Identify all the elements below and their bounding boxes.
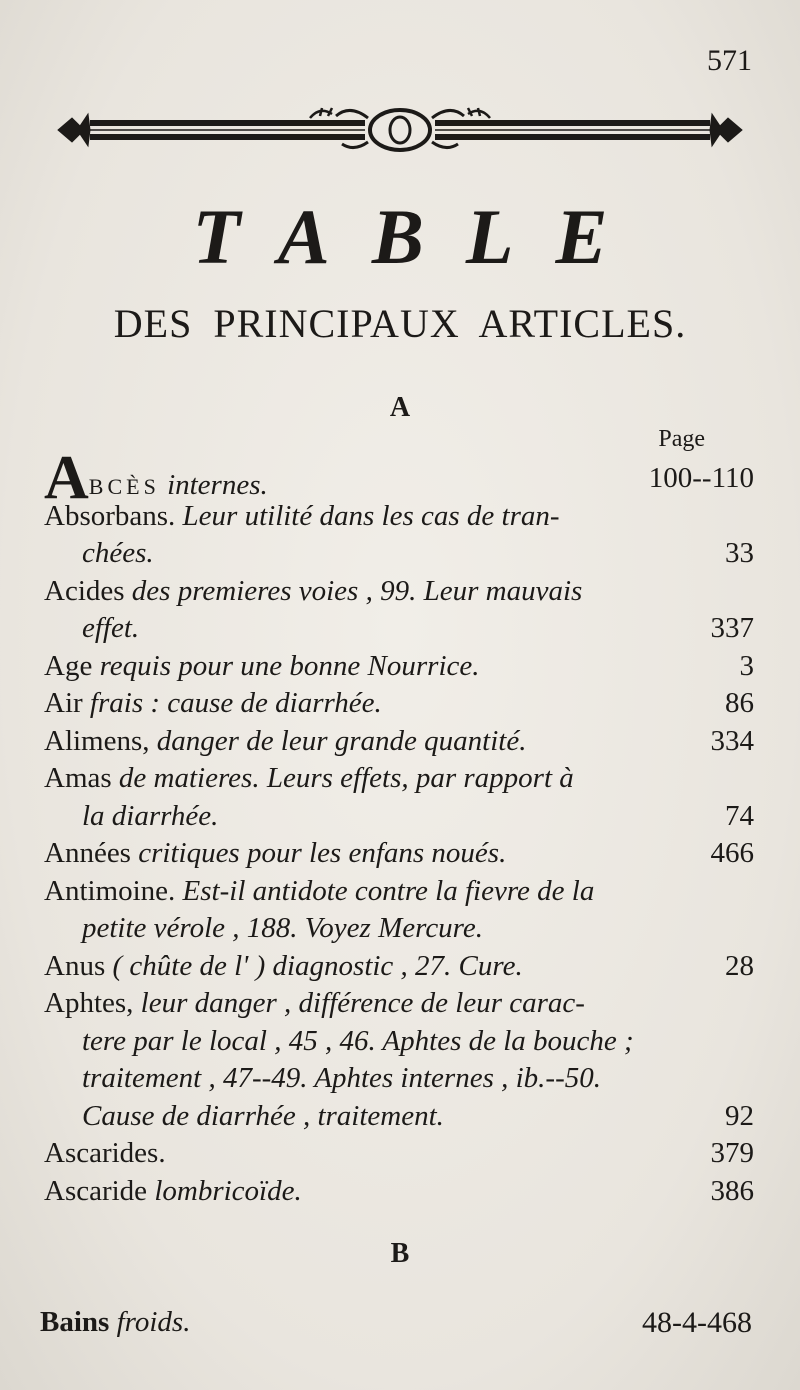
entry-description: critiques pour les enfans noués. xyxy=(130,837,507,869)
entry-page-reference: 379 xyxy=(710,1137,754,1169)
index-entry-continuation xyxy=(44,535,754,573)
page-number: 571 xyxy=(707,44,752,77)
entry-page-reference: 466 xyxy=(710,837,754,869)
page-subtitle: DES PRINCIPAUX ARTICLES. xyxy=(113,301,687,346)
index-entry xyxy=(44,1135,754,1173)
entry-page-reference: 28 xyxy=(725,949,754,982)
entry-continuation-text: chées. xyxy=(82,537,154,569)
entry-headword: Aphtes, xyxy=(44,987,134,1019)
entry-description: Est-il antidote contre la fievre de la xyxy=(175,874,595,907)
entry-headword: Anus xyxy=(44,949,106,982)
entry-description: Leur utilité dans les cas de tran- xyxy=(175,499,560,532)
index-entry-continuation xyxy=(44,1060,754,1098)
entry-continuation-text: la diarrhée. xyxy=(82,799,219,832)
entry-continuation-text: effet. xyxy=(82,612,140,644)
entry-page-reference: 386 xyxy=(710,1174,754,1207)
entry-description: internes. xyxy=(159,469,268,501)
entry-headword: Années xyxy=(44,837,131,869)
index-entry-continuation xyxy=(44,798,754,836)
index-entry xyxy=(44,648,754,686)
entry-description: de matieres. Leurs effets, par rapport à xyxy=(111,762,574,794)
entry-continuation-text: petite vérole , 188. Voyez Mercure. xyxy=(82,912,484,944)
entry-page-reference: 100--110 xyxy=(648,462,754,494)
entry-description: danger de leur grande quantité. xyxy=(149,724,527,757)
index-entry xyxy=(44,985,754,1023)
index-entry xyxy=(44,573,754,611)
index-entry xyxy=(44,835,754,873)
entry-headword: Bains xyxy=(40,1306,110,1338)
index-entry xyxy=(44,873,754,911)
entry-headword: Acides xyxy=(44,574,125,607)
drop-capital: A xyxy=(44,444,89,512)
index-entry xyxy=(44,444,754,512)
entry-page-reference: 74 xyxy=(725,799,754,832)
entry-continuation-text: Cause de diarrhée , traitement. xyxy=(82,1099,444,1132)
entry-description: leur danger , différence de leur carac- xyxy=(133,987,585,1019)
entry-headword: Alimens, xyxy=(44,724,150,757)
index-entry xyxy=(44,685,754,723)
entry-continuation-text: traitement , 47--49. Aphtes internes , ib.--50. xyxy=(82,1062,601,1094)
entry-headword: Air xyxy=(44,687,83,719)
entry-page-reference: 3 xyxy=(739,649,754,682)
index-entry xyxy=(44,498,754,536)
entry-headword: Ascaride xyxy=(44,1174,148,1207)
entry-description: frais : cause de diarrhée. xyxy=(82,687,382,719)
entry-page-reference: 337 xyxy=(710,612,754,644)
index-entry-continuation xyxy=(44,910,754,948)
entry-continuation-text: tere par le local , 45 , 46. Aphtes de la bouche ; xyxy=(82,1024,634,1057)
index-entry-continuation xyxy=(44,610,754,648)
index-entries xyxy=(44,440,754,1210)
section-letter-a: A xyxy=(389,392,411,423)
entry-page-reference: 86 xyxy=(725,687,754,719)
entry-description: froids. xyxy=(109,1306,191,1338)
page-column-label: Page xyxy=(658,426,705,452)
index-entry xyxy=(44,723,754,761)
entry-page-reference: 33 xyxy=(725,537,754,569)
index-entry-continuation xyxy=(44,1098,754,1136)
page-title: TABLE xyxy=(192,193,650,280)
entry-headword: Amas xyxy=(44,762,112,794)
index-entry xyxy=(44,760,754,798)
entry-headword: Ascarides. xyxy=(44,1137,166,1169)
index-entry xyxy=(44,1173,754,1211)
entry-description: lombricoïde. xyxy=(147,1174,302,1207)
entry-page-reference: 48-4-468 xyxy=(642,1306,752,1339)
index-entry-continuation xyxy=(44,1023,754,1061)
section-letter-b: B xyxy=(390,1238,410,1269)
entry-page-reference: 92 xyxy=(725,1099,754,1132)
entry-headword: Antimoine. xyxy=(44,874,176,907)
entry-page-reference: 334 xyxy=(710,724,754,757)
index-entry xyxy=(40,1306,752,1346)
entry-headword: Absorbans. xyxy=(44,499,176,532)
entry-headword: BCÈS xyxy=(88,474,160,499)
index-entry xyxy=(44,948,754,986)
entry-headword: Age xyxy=(44,649,93,682)
decorative-header-ornament-icon xyxy=(50,100,750,160)
entry-description: des premieres voies , 99. Leur mauvais xyxy=(124,574,583,607)
entry-description: requis pour une bonne Nourrice. xyxy=(92,649,480,682)
entry-description: ( chûte de l' ) diagnostic , 27. Cure. xyxy=(105,949,523,982)
